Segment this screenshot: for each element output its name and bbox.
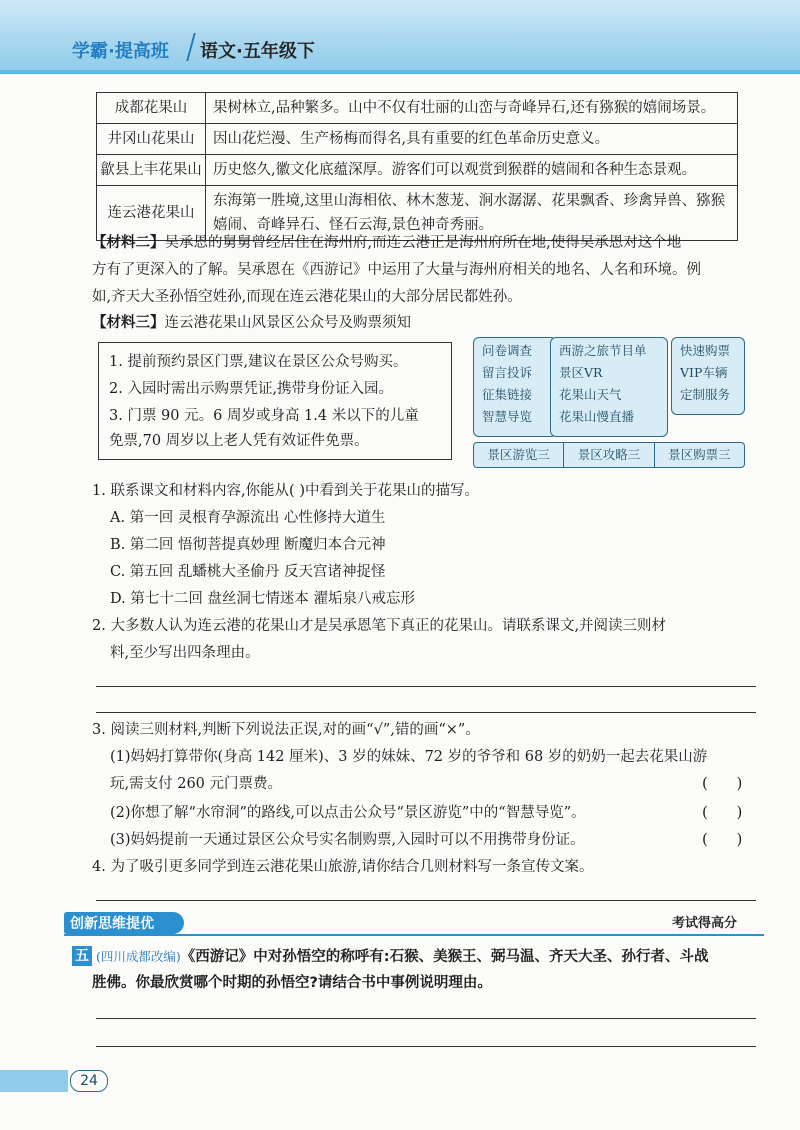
q1-option-a[interactable]: A. 第一回 灵根育孕源流出 心性修持大道生 bbox=[110, 510, 386, 526]
notice-line: 3. 门票 90 元。6 周岁或身高 1.4 米以下的儿童 bbox=[109, 408, 419, 424]
desc-cell: 因山花烂漫、生产杨梅而得名,具有重要的红色革命历史意义。 bbox=[206, 124, 738, 155]
desc-cell: 东海第一胜境,这里山海相依、林木葱茏、涧水潺潺、花果飘香、珍禽异兽、猕猴嬉闹、奇峰异石、怪石云海,景色神奇秀丽。 bbox=[206, 186, 738, 241]
q5-source: (四川成都改编) bbox=[96, 949, 181, 964]
header-divider bbox=[0, 70, 800, 74]
q1-option-d[interactable]: D. 第七十二回 盘丝洞七情迷本 濯垢泉八戒忘形 bbox=[110, 591, 416, 607]
answer-line[interactable] bbox=[96, 1018, 756, 1019]
material3-title: 连云港花果山风景区公众号及购票须知 bbox=[164, 315, 411, 331]
menu-item[interactable]: VIP车辆 bbox=[680, 365, 728, 380]
menu-item[interactable]: 定制服务 bbox=[680, 387, 731, 402]
ticket-notice-box bbox=[98, 342, 452, 460]
q1-stem: 1. 联系课文和材料内容,你能从( )中看到关于花果山的描写。 bbox=[92, 483, 479, 499]
q1-option-b[interactable]: B. 第二回 悟彻菩提真妙理 断魔归本合元神 bbox=[110, 537, 386, 553]
desc-cell: 果树林立,品种繁多。山中不仅有壮丽的山峦与奇峰异石,还有猕猴的嬉闹场景。 bbox=[206, 93, 738, 124]
notice-line: 2. 入园时需出示购票凭证,携带身份证入园。 bbox=[109, 381, 394, 397]
menu-item[interactable]: 征集链接 bbox=[482, 387, 533, 402]
menu-item[interactable]: 问卷调查 bbox=[482, 343, 533, 358]
q2-stem-line2: 料,至少写出四条理由。 bbox=[110, 645, 260, 661]
footer-band bbox=[0, 1070, 68, 1092]
section-tagline: 考试得高分 bbox=[672, 916, 738, 931]
material2-label: 【材料二】 bbox=[92, 235, 165, 251]
official-account-menu-bar bbox=[473, 442, 745, 468]
place-cell: 连云港花果山 bbox=[97, 186, 206, 241]
desc-cell: 历史悠久,徽文化底蕴深厚。游客们可以观赏到猴群的嬉闹和各种生态景观。 bbox=[206, 155, 738, 186]
material2-line2: 方有了更深入的了解。吴承恩在《西游记》中运用了大量与海州府相关的地名、人名和环境。例 bbox=[92, 262, 701, 278]
page-number: 24 bbox=[70, 1070, 108, 1092]
menu-item[interactable]: 留言投诉 bbox=[482, 365, 533, 380]
answer-line[interactable] bbox=[96, 712, 756, 713]
material2-line1 bbox=[92, 230, 681, 257]
q3-item1-line1: (1)妈妈打算带你(身高 142 厘米)、3 岁的妹妹、72 岁的爷爷和 68 岁的奶奶一起去花果山游 bbox=[110, 749, 708, 765]
q5-line1 bbox=[96, 943, 709, 971]
huaguoshan-table bbox=[96, 92, 738, 241]
table-row bbox=[97, 93, 738, 124]
q3-item3-answer[interactable]: ( ) bbox=[702, 830, 743, 848]
material3-label: 【材料三】 bbox=[92, 315, 165, 331]
answer-line[interactable] bbox=[96, 686, 756, 687]
answer-line[interactable] bbox=[96, 900, 756, 901]
menu-item[interactable]: 西游之旅节目单 bbox=[559, 343, 647, 358]
menu-item[interactable]: 智慧导览 bbox=[482, 409, 533, 424]
menu-tab-ticket[interactable]: 景区购票三 bbox=[668, 447, 731, 462]
menu-item[interactable]: 花果山天气 bbox=[559, 387, 622, 402]
q5-text: 《西游记》中对孙悟空的称呼有:石猴、美猴王、弼马温、齐天大圣、孙行者、斗战 bbox=[180, 949, 709, 965]
q3-item2-answer[interactable]: ( ) bbox=[702, 803, 743, 821]
q3-item2: (2)你想了解“水帘洞”的路线,可以点击公众号“景区游览”中的“智慧导览”。 bbox=[110, 805, 586, 821]
menu-item[interactable]: 快速购票 bbox=[680, 343, 731, 358]
section-title: 创新思维提优 bbox=[70, 916, 154, 932]
q3-item3: (3)妈妈提前一天通过景区公众号实名制购票,入园时可以不用携带身份证。 bbox=[110, 832, 585, 848]
q3-stem: 3. 阅读三则材料,判断下列说法正误,对的画“√”,错的画“×”。 bbox=[92, 722, 480, 738]
menu-panel-3 bbox=[671, 337, 745, 415]
q3-item1-answer[interactable]: ( ) bbox=[702, 774, 743, 792]
notice-line: 1. 提前预约景区门票,建议在景区公众号购买。 bbox=[109, 354, 408, 370]
table-row bbox=[97, 124, 738, 155]
place-cell: 井冈山花果山 bbox=[97, 124, 206, 155]
menu-tab-guide[interactable]: 景区攻略三 bbox=[564, 443, 654, 467]
material2-line3: 如,齐天大圣孙悟空姓孙,而现在连云港花果山的大部分居民都姓孙。 bbox=[92, 289, 522, 305]
menu-panel-1 bbox=[473, 337, 557, 437]
menu-tab-tour[interactable]: 景区游览三 bbox=[474, 443, 564, 467]
q3-item1-line2: 玩,需支付 260 元门票费。 bbox=[110, 776, 283, 792]
section-divider bbox=[64, 934, 764, 936]
q4-stem: 4. 为了吸引更多同学到连云港花果山旅游,请你结合几则材料写一条宣传文案。 bbox=[92, 859, 594, 875]
q1-option-c[interactable]: C. 第五回 乱蟠桃大圣偷丹 反天宫诸神捉怪 bbox=[110, 564, 386, 580]
question-number-badge: 五 bbox=[72, 946, 92, 966]
place-cell: 成都花果山 bbox=[97, 93, 206, 124]
answer-line[interactable] bbox=[96, 1046, 756, 1047]
book-brand: 学霸·提高班 bbox=[72, 41, 169, 62]
place-cell: 歙县上丰花果山 bbox=[97, 155, 206, 186]
table-row bbox=[97, 155, 738, 186]
q2-stem-line1: 2. 大多数人认为连云港的花果山才是吴承恩笔下真正的花果山。请联系课文,并阅读三则材 bbox=[92, 618, 667, 634]
q5-line2: 胜佛。你最欣赏哪个时期的孙悟空?请结合书中事例说明理由。 bbox=[92, 975, 492, 991]
menu-item[interactable]: 花果山慢直播 bbox=[559, 409, 635, 424]
menu-panel-2 bbox=[550, 337, 668, 437]
menu-item[interactable]: 景区VR bbox=[559, 365, 603, 380]
material3-heading bbox=[92, 310, 411, 337]
book-subject: 语文·五年级下 bbox=[200, 41, 315, 62]
material2-text: 吴承恩的舅舅曾经居住在海州府,而连云港正是海州府所在地,使得吴承恩对这个地 bbox=[164, 235, 682, 251]
notice-line: 免票,70 周岁以上老人凭有效证件免票。 bbox=[109, 433, 369, 449]
